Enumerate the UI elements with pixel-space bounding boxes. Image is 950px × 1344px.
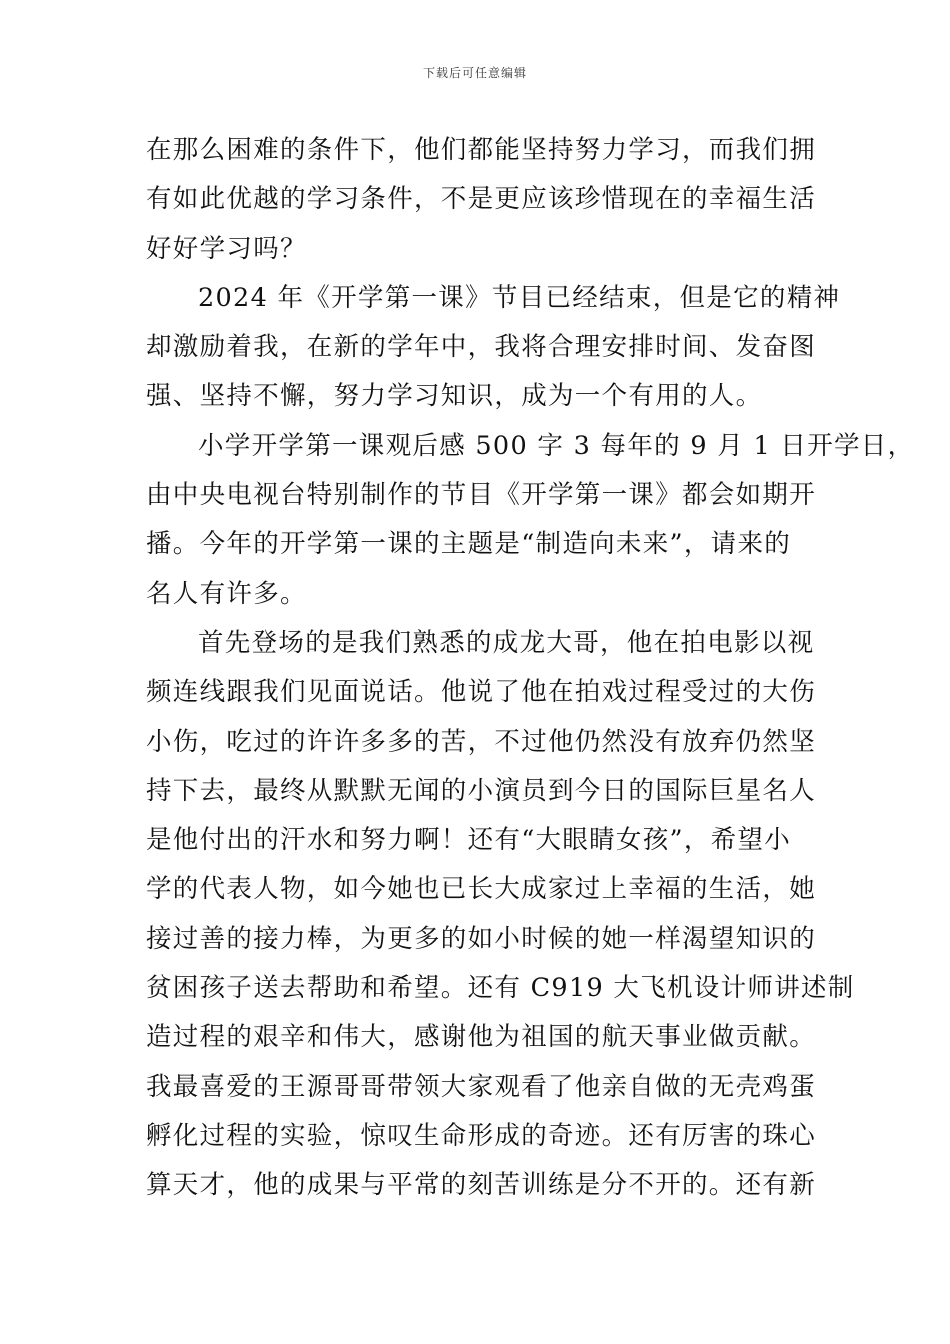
text-line: 小学开学第一课观后感 500 字 3 每年的 9 月 1 日开学日，: [198, 430, 915, 461]
text-line: 算天才，他的成果与平常的刻苦训练是分不开的。还有新: [146, 1170, 817, 1201]
text-line: 接过善的接力棒，为更多的如小时候的她一样渴望知识的: [146, 923, 817, 954]
text-line: 首先登场的是我们熟悉的成龙大哥，他在拍电影以视: [198, 627, 815, 658]
text-line: 播。今年的开学第一课的主题是“制造向未来”，请来的: [146, 529, 792, 560]
text-line: 在那么困难的条件下，他们都能坚持努力学习，而我们拥: [146, 135, 817, 165]
text-line: 孵化过程的实验，惊叹生命形成的奇迹。还有厉害的珠心: [146, 1120, 817, 1151]
text-line: 频连线跟我们见面说话。他说了他在拍戏过程受过的大伤: [146, 677, 817, 708]
text-line: 强、坚持不懈，努力学习知识，成为一个有用的人。: [146, 381, 763, 412]
text-line: 造过程的艰辛和伟大，感谢他为祖国的航天事业做贡献。: [146, 1022, 817, 1053]
text-line: 我最喜爱的王源哥哥带领大家观看了他亲自做的无壳鸡蛋: [146, 1071, 817, 1102]
text-line: 却激励着我，在新的学年中，我将合理安排时间、发奋图: [146, 332, 817, 363]
page-header-note: 下载后可任意编辑: [422, 66, 527, 80]
text-line: 是他付出的汗水和努力啊！还有“大眼睛女孩”，希望小: [146, 825, 792, 856]
text-line: 好好学习吗？: [146, 233, 307, 264]
text-line: 由中央电视台特别制作的节目《开学第一课》都会如期开: [146, 480, 817, 511]
text-line: 有如此优越的学习条件，不是更应该珍惜现在的幸福生活: [146, 184, 817, 215]
text-line: 2024 年《开学第一课》节目已经结束，但是它的精神: [198, 282, 841, 313]
text-line: 名人有许多。: [146, 578, 307, 609]
text-line: 小伤，吃过的许许多多的苦，不过他仍然没有放弃仍然坚: [146, 726, 817, 757]
text-line: 学的代表人物，如今她也已长大成家过上幸福的生活，她: [146, 874, 817, 905]
body-text: [146, 126, 915, 1211]
text-line: 持下去，最终从默默无闻的小演员到今日的国际巨星名人: [146, 775, 817, 806]
text-line: 贫困孩子送去帮助和希望。还有 C919 大飞机设计师讲述制: [146, 973, 855, 1004]
